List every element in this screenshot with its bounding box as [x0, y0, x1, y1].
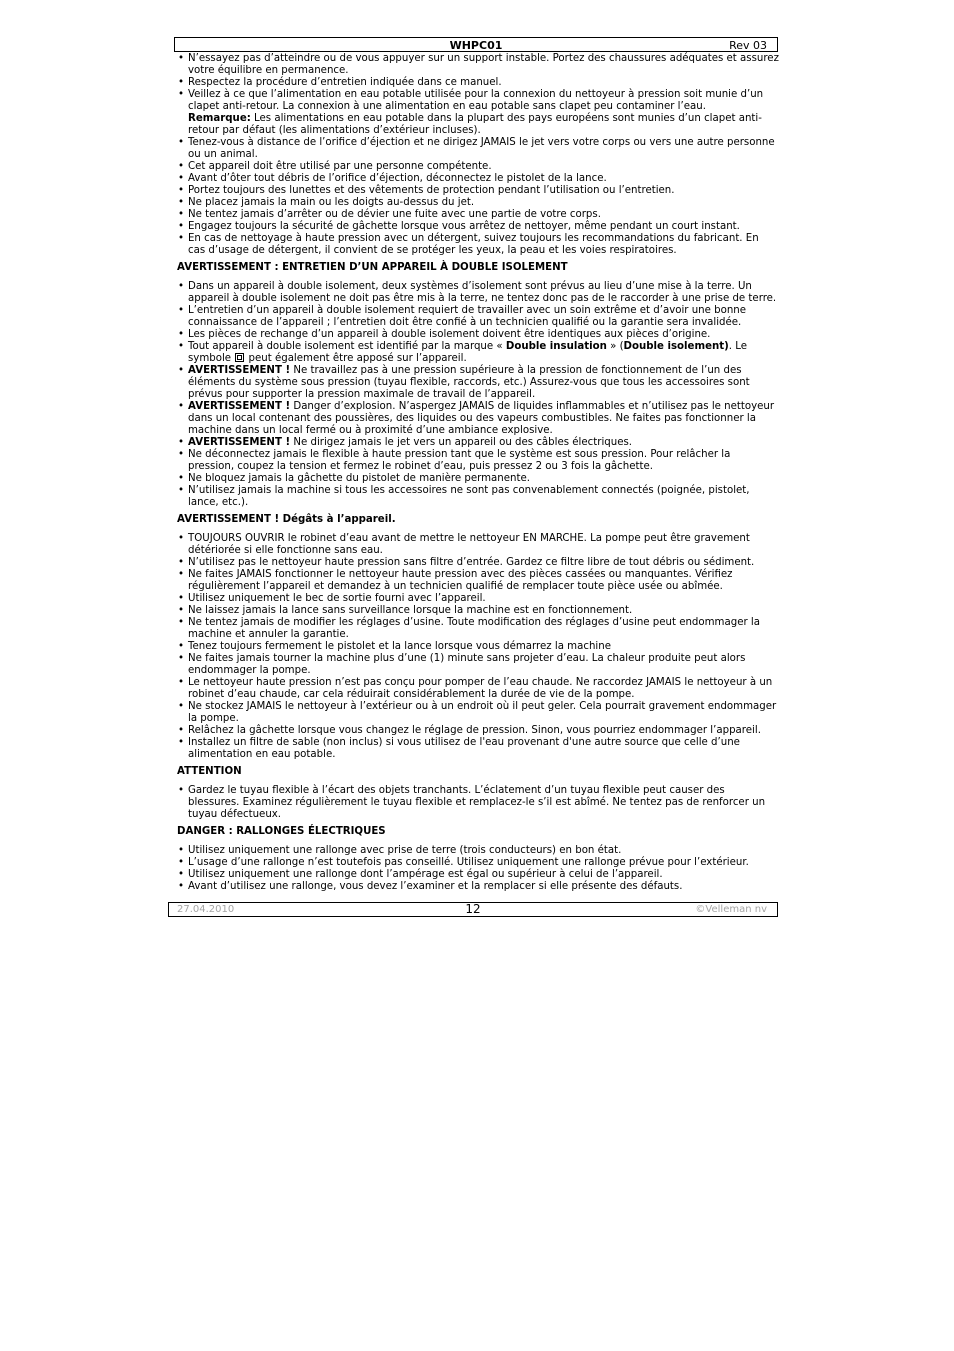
list-item [177, 341, 779, 365]
list-item: • Utilisez uniquement une rallonge avec prise de terre (trois conducteurs) en bon état. [177, 845, 779, 857]
item-text: Veillez à ce que l’alimentation en eau potable utilisée pour la connexion du nettoyeur à pression soit munie d’un clapet anti-retour. La connexion à une alimentation en eau potable sans clapet peu contaminer l’eau. [188, 89, 764, 112]
list-item: • Ne tentez jamais d’arrêter ou de dévier une fuite avec une partie de votre corps. [177, 209, 779, 221]
double-insulation-symbol-icon [235, 353, 244, 362]
list-item: • En cas de nettoyage à haute pression avec un détergent, suivez toujours les recommandations du fabricant. En cas d’usage de détergent, il convient de se protéger les yeux, la peau et les voies respiratoires. [177, 233, 779, 257]
item-text: Ne dirigez jamais le jet vers un appareil ou des câbles électriques. [290, 437, 633, 448]
list-item: • Avant d’ôter tout débris de l’orifice d’éjection, déconnectez le pistolet de la lance. [177, 173, 779, 185]
item-text: Danger d’explosion. N’aspergez JAMAIS de liquides inflammables et n’utilisez pas le nettoyeur dans un local contenant des poussières, des liquides ou des vapeurs combustibles. Ne faites pas fonctionner la machine dans un local fermé ou à proximité d’une ambiance explosive. [188, 401, 775, 436]
list-item: • Ne placez jamais la main ou les doigts au-dessus du jet. [177, 197, 779, 209]
item-text: Ne travaillez pas à une pression supérieure à la pression de fonctionnement de l’un des éléments du système sous pression (tuyau flexible, raccords, etc.) Assurez-vous que tous les accessoires sont prévus pour supporter la pression maximale de travail de l’appareil. [188, 365, 750, 400]
list-item: • Les pièces de rechange d’un appareil à double isolement doivent être identiques aux pièces d’origine. [177, 329, 779, 341]
list-item: • Cet appareil doit être utilisé par une personne compétente. [177, 161, 779, 173]
list-item: • Respectez la procédure d’entretien indiquée dans ce manuel. [177, 77, 779, 89]
footer-copyright: ©Velleman nv [695, 904, 767, 915]
document-body [177, 53, 779, 893]
item-text: » ( [606, 341, 624, 352]
list-item: • Le nettoyeur haute pression n’est pas conçu pour pomper de l’eau chaude. Ne raccordez JAMAIS le nettoyeur à un robinet d’eau chaude, car cela réduirait considérablement la durée de vie de la pompe. [177, 677, 779, 701]
section-heading-device-damage: AVERTISSEMENT ! Dégâts à l’appareil. [177, 514, 396, 525]
list-item: • Ne laissez jamais la lance sans surveillance lorsque la machine est en fonctionnement. [177, 605, 779, 617]
attention-list [177, 785, 779, 821]
list-item: • Tenez-vous à distance de l’orifice d’éjection et ne dirigez JAMAIS le jet vers votre corps ou vers une autre personne ou un animal. [177, 137, 779, 161]
list-item: • Ne tentez jamais de modifier les réglages d’usine. Toute modification des réglages d’usine peut endommager la machine et annuler la garantie. [177, 617, 779, 641]
remark-label: Remarque: [188, 113, 251, 124]
list-item [177, 365, 779, 401]
extension-cords-list [177, 845, 779, 893]
list-item: • N’utilisez pas le nettoyeur haute pression sans filtre d’entrée. Gardez ce filtre libre de tout débris ou sédiment. [177, 557, 779, 569]
list-item: • L’entretien d’un appareil à double isolement requiert de travailler avec un soin extrême et d’avoir une bonne connaissance de l’appareil ; l’entretien doit être confié à un technicien qualifié ou la garantie sera invalidée. [177, 305, 779, 329]
list-item: • N’essayez pas d’atteindre ou de vous appuyer sur un support instable. Portez des chaussures adéquates et assurez votre équilibre en permanence. [177, 53, 779, 77]
list-item: • TOUJOURS OUVRIR le robinet d’eau avant de mettre le nettoyeur EN MARCHE. La pompe peut être gravement détériorée si elle fonctionne sans eau. [177, 533, 779, 557]
item-text: . Le symbole [188, 341, 748, 364]
remark-text: Les alimentations en eau potable dans la plupart des pays européens sont munies d’un clapet anti-retour par défaut (les alimentations d’extérieur incluses). [188, 113, 762, 136]
list-item: • Dans un appareil à double isolement, deux systèmes d’isolement sont prévus au lieu d’une mise à la terre. Un appareil à double isolement ne doit pas être mis à la terre, ne tentez donc pas de le raccorder à une prise de terre. [177, 281, 779, 305]
list-item: • Engagez toujours la sécurité de gâchette lorsque vous arrêtez de nettoyer, même pendant un court instant. [177, 221, 779, 233]
list-item: • Ne bloquez jamais la gâchette du pistolet de manière permanente. [177, 473, 779, 485]
section-heading-attention: ATTENTION [177, 766, 242, 777]
list-item: • Ne déconnectez jamais le flexible à haute pression tant que le système est sous pression. Pour relâcher la pression, coupez la tension et fermez le robinet d’eau, puis pressez 2 ou 3 fois la gâchette. [177, 449, 779, 473]
footer-date: 27.04.2010 [177, 904, 235, 915]
list-item: • Utilisez uniquement une rallonge dont l’ampérage est égal ou supérieur à celui de l’appareil. [177, 869, 779, 881]
list-item: • Ne faites JAMAIS fonctionner le nettoyeur haute pression avec des pièces cassées ou manquantes. Vérifiez régulièrement l’appareil et demandez à un technicien qualifié de remplacer toute pièce usée ou abîmée. [177, 569, 779, 593]
intro-list [177, 53, 779, 257]
list-item: • Gardez le tuyau flexible à l’écart des objets tranchants. L’éclatement d’un tuyau flexible peut causer des blessures. Examinez régulièrement le tuyau flexible et remplacez-le s’il est abîmé. Ne tentez pas de renforcer un tuyau défectueux. [177, 785, 779, 821]
list-item: • Ne stockez JAMAIS le nettoyeur à l’extérieur ou à un endroit où il peut geler. Cela pourrait gravement endommager la pompe. [177, 701, 779, 725]
list-item: • Avant d’utilisez une rallonge, vous devez l’examiner et la remplacer si elle présente des défauts. [177, 881, 779, 893]
item-text: Tout appareil à double isolement est identifié par la marque « [188, 341, 506, 352]
bold-text: Double isolement) [623, 341, 729, 352]
list-item: • Installez un filtre de sable (non inclus) si vous utilisez de l'eau provenant d'une autre source que celle d’une alimentation en eau potable. [177, 737, 779, 761]
page-footer [168, 902, 778, 917]
list-item: • Utilisez uniquement le bec de sortie fourni avec l’appareil. [177, 593, 779, 605]
section-heading-double-insulation: AVERTISSEMENT : ENTRETIEN D’UN APPAREIL À DOUBLE ISOLEMENT [177, 262, 568, 273]
model-number: WHPC01 [449, 39, 503, 52]
revision-label: Rev 03 [729, 39, 767, 52]
warning-label: AVERTISSEMENT ! [188, 437, 291, 448]
list-item: • N’utilisez jamais la machine si tous les accessoires ne sont pas convenablement connectés (poignée, pistolet, lance, etc.). [177, 485, 779, 509]
list-item: • Tenez toujours fermement le pistolet et la lance lorsque vous démarrez la machine [177, 641, 779, 653]
list-item: • L’usage d’une rallonge n’est toutefois pas conseillé. Utilisez uniquement une rallonge prévue pour l’extérieur. [177, 857, 779, 869]
device-damage-list [177, 533, 779, 761]
bold-text: Double insulation [505, 341, 607, 352]
section-heading-extension-cords: DANGER : RALLONGES ÉLECTRIQUES [177, 826, 386, 837]
list-item: • Portez toujours des lunettes et des vêtements de protection pendant l’utilisation ou l’entretien. [177, 185, 779, 197]
warning-label: AVERTISSEMENT ! [188, 365, 291, 376]
list-item: • Ne faites jamais tourner la machine plus d’une (1) minute sans projeter d’eau. La chaleur produite peut alors endommager la pompe. [177, 653, 779, 677]
list-item [177, 437, 779, 449]
list-item [177, 89, 779, 137]
double-insulation-list [177, 281, 779, 509]
list-item: • Relâchez la gâchette lorsque vous changez le réglage de pression. Sinon, vous pourriez endommager l’appareil. [177, 725, 779, 737]
page-header [174, 37, 778, 52]
page-number: 12 [465, 902, 481, 916]
warning-label: AVERTISSEMENT ! [188, 401, 291, 412]
item-text: peut également être apposé sur l’appareil. [245, 353, 467, 364]
list-item [177, 401, 779, 437]
